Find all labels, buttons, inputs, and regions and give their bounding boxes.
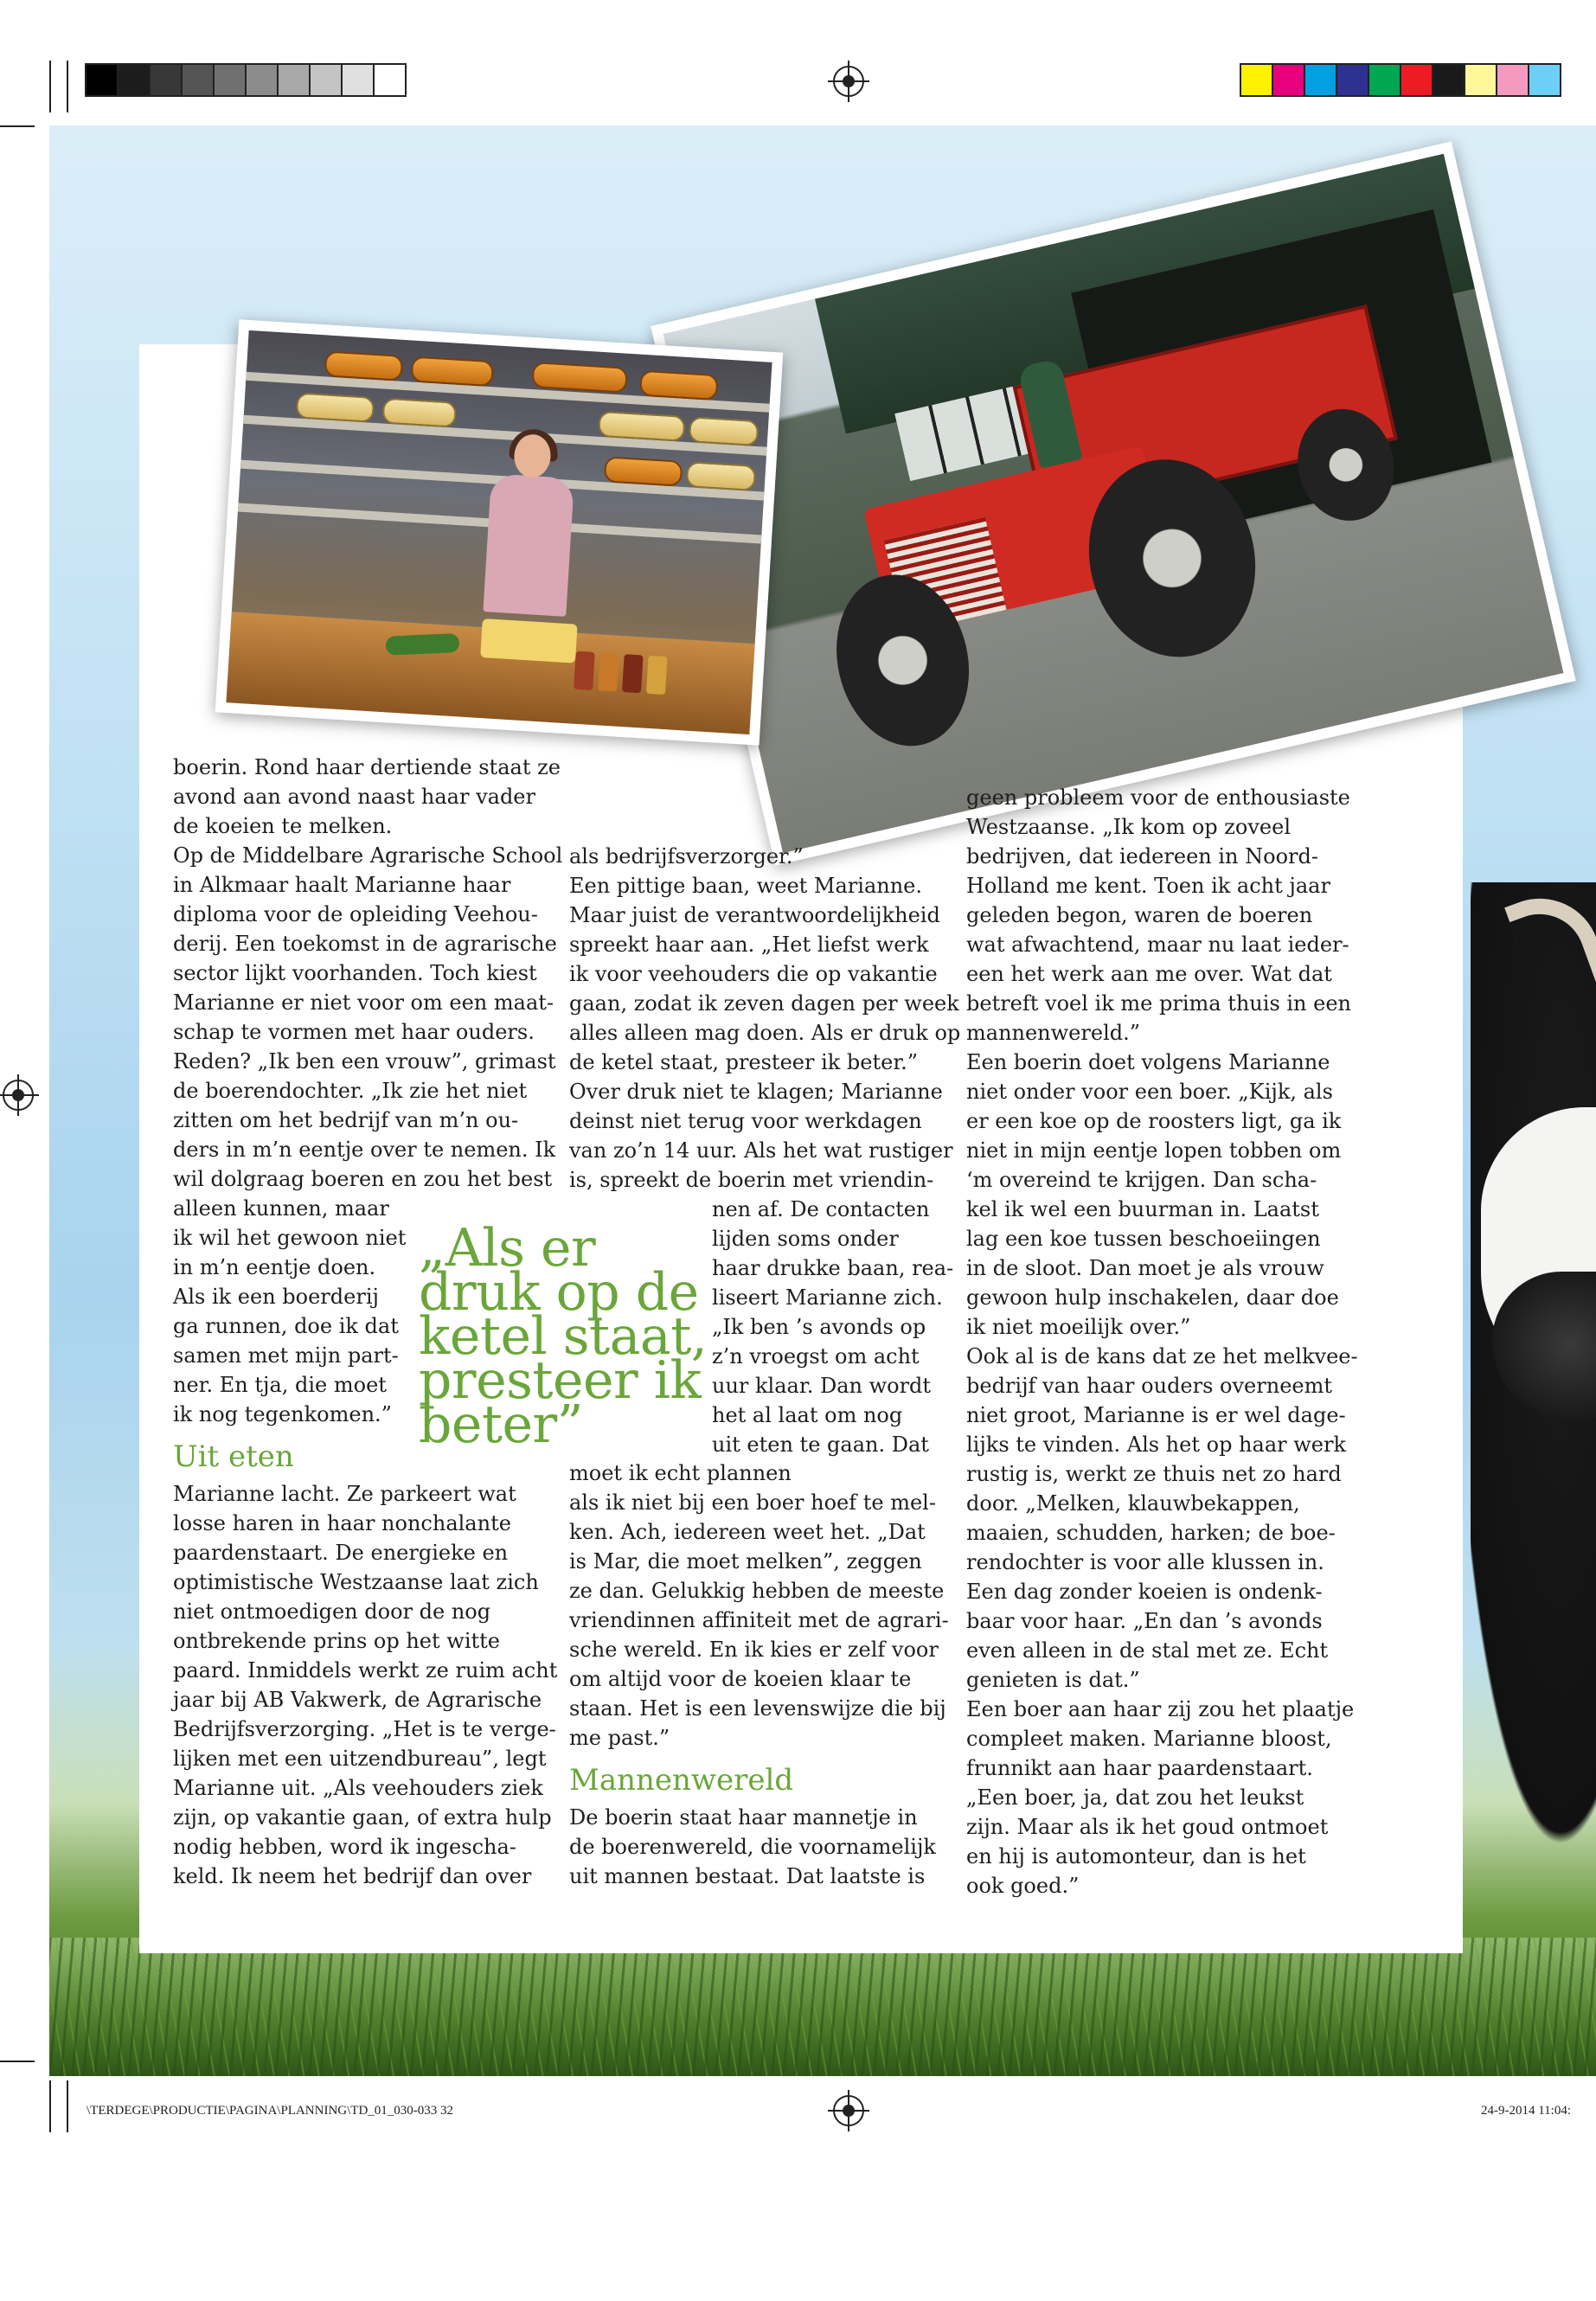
cheese-block	[480, 619, 578, 663]
gray-swatch	[245, 63, 279, 97]
color-swatch	[1272, 63, 1305, 97]
registration-mark-left	[3, 1080, 34, 1111]
gray-swatch	[277, 63, 311, 97]
grass-background	[49, 1938, 1596, 2076]
column-3	[966, 783, 1364, 1900]
cheese-wheel	[604, 456, 683, 486]
cheese-wheel	[689, 416, 760, 446]
registration-mark-top	[833, 66, 864, 97]
gray-swatch	[309, 63, 343, 97]
column-2-bottom	[569, 1458, 950, 1891]
crop-mark-top-left-v2	[67, 61, 68, 112]
cheese-wheel	[598, 411, 686, 442]
cmyk-color-bar	[1240, 63, 1560, 97]
cheese-wheel	[381, 398, 457, 428]
jar	[646, 656, 668, 695]
cheese-wheel	[639, 370, 719, 401]
color-swatch	[1240, 63, 1273, 97]
cheese-wheel	[296, 392, 375, 422]
column-2-narrow	[712, 1195, 954, 1459]
gray-swatch	[117, 63, 151, 97]
column-2-top-text: als bedrijfsverzorger.” Een pittige baan, weet Marianne. Maar juist de verantwoordelijkheid spreekt haar aan. „Het liefst werk ik voor veehouders die op vakantie gaan, zodat ik zeven dagen per week alles alleen mag doen. Als er druk op de ketel staat, presteer ik beter.” Over druk niet te klagen; Marianne deinst niet terug voor werkdagen van zo’n 14 uur. Als het wat rustiger is, spreekt de boerin met vriendin-	[569, 844, 961, 1192]
column-2-narrow-text: nen af. De contacten lijden soms onder haar drukke baan, rea- liseert Marianne zich. „Ik ben ’s avonds op z’n vroegst om acht uur klaar. Dan wordt het al laat om nog uit eten te gaan. Dat	[712, 1197, 954, 1457]
cheese-shop-scene	[226, 330, 772, 734]
cheese-wheel	[324, 350, 404, 381]
color-swatch	[1432, 63, 1465, 97]
gray-swatch	[149, 63, 183, 97]
jar	[598, 652, 619, 691]
pull-quote: „Als er druk op de ketel staat, presteer ik beter”	[419, 1218, 708, 1455]
crop-mark-bottom-left-v2	[67, 2080, 68, 2132]
crop-mark-bottom-left-h	[0, 2061, 35, 2062]
footer-timestamp: 24-9-2014 11:04:	[1481, 2104, 1572, 2118]
column-2-bottom-text: De boerin staat haar mannetje in de boerenwereld, die voornamelijk uit mannen bestaat. Dat laatste is	[569, 1805, 936, 1888]
column-2-top	[569, 842, 961, 1195]
footer-file-path: \TERDEGE\PRODUCTIE\PAGINA\PLANNING\TD_01_030-033 32	[87, 2104, 454, 2118]
gray-swatch	[341, 63, 375, 97]
column-2-mid-text: moet ik echt plannen als ik niet bij een boer hoef te mel- ken. Ach, iedereen weet het. „Dat is Mar, die moet melken”, zeggen ze dan. Gelukkig hebben de meeste vriendinnen affiniteit met de agrari- sche wereld. En ik kies er zelf voor om altijd voor de koeien klaar te staan. Het is een levenswijze die bij me past.”	[569, 1461, 949, 1750]
cucumber	[385, 633, 459, 656]
cheese-wheel	[410, 356, 494, 387]
shopkeeper	[478, 432, 580, 623]
footer-rule-left	[49, 2085, 51, 2128]
registration-mark-bottom	[833, 2095, 864, 2126]
cow-head-image	[1471, 882, 1596, 2007]
jar	[622, 654, 644, 693]
color-swatch	[1528, 63, 1561, 97]
gray-swatch	[213, 63, 247, 97]
cheese-wheel	[531, 362, 628, 394]
column-3-text: geen probleem voor de enthousiaste Westzaanse. „Ik kom op zoveel bedrijven, dat iedereen in Noord- Holland me kent. Toen ik acht jaar geleden begon, waren de boeren wat afwachtend, maar nu laat ieder- een het werk aan me over. Wat dat betreft voel ik me prima thuis in een mannenwereld.” Een boerin doet volgens Marianne niet onder voor een boer. „Kijk, als er een koe op de roosters ligt, ga ik niet in mijn eentje lopen tobben om ‘m overeind te krijgen. Dan scha- kel ik wel een buurman in. Laatst lag een koe tussen beschoeiingen in de sloot. Dan moet je als vrouw gewoon hulp inschakelen, daar doe ik niet moeilijk over.” Ook al is de kans dat ze het melkvee- bedrijf van haar ouders overneemt niet groot, Marianne is er wel dage- lijks te vinden. Als het op haar werk rustig is, werkt ze thuis net zo hard door. „Melken, klauwbekappen, maaien, schudden, harken; de boe- rendochter is voor alle klussen in. Een dag zonder koeien is ondenk- baar voor haar. „En dan ’s avonds even alleen in de stal met ze. Echt genieten is dat.” Een boer aan haar zij zou het plaatje compleet maken. Marianne bloost, frunnikt aan haar paardenstaart. „Een boer, ja, dat zou het leukst zijn. Maar als ik het goud ontmoet en hij is automonteur, dan is het ook goed.”	[966, 785, 1358, 1898]
gray-swatch	[373, 63, 407, 97]
column-1-top-text: boerin. Rond haar dertiende staat avond aan avond naast haar vader de koeien te melken. Op de Middelbare Agrarische School in Alkmaar haalt Marianne haar diploma voor de opleiding Veehou- derij. Een toekomst in de agrarische sector lijkt voorhanden. Toch kiest Marianne er niet voor om een maat- schap te vormen met haar ouders. Reden? „Ik ben een vrouw”, grimast de boerendochter. „Ik zie het niet zitten om het bedrijf van m’n ou- ders in m’n eentje over te nemen. wil dolgraag boeren en zou het best alleen kunnen, maar ik wil het gewoon niet in m’n eentje doen. Als ik een boerderij ga runnen, doe ik dat samen met mijn part- ner. En tja, die moet ik nog tegenkomen.”	[173, 755, 563, 1426]
color-swatch	[1400, 63, 1433, 97]
gray-color-bar	[85, 63, 405, 97]
cheese-shop-photo	[215, 319, 784, 746]
color-swatch	[1464, 63, 1497, 97]
color-swatch	[1496, 63, 1529, 97]
color-swatch	[1336, 63, 1369, 97]
jar	[574, 651, 595, 690]
subhead-uit-eten: Uit eten	[173, 1439, 294, 1474]
column-1-bottom-text: Marianne lacht. Ze parkeert wat losse haren in haar nonchalante paardenstaart. De energieke en optimistische Westzaanse laat zich niet ontmoedigen door de nog ontbrekende prins op het witte paard. Inmiddels werkt ze ruim acht jaar bij AB Vakwerk, de Agrarische Bedrijfsverzorging. „Het is te verge- lijken met een uitzendbureau”, legt Marianne uit. „Als veehouders ziek zijn, op vakantie gaan, of extra hulp nodig hebben, word ik ingescha- keld. Ik neem het bedrijf dan over	[173, 1482, 558, 1888]
color-swatch	[1368, 63, 1401, 97]
gray-swatch	[85, 63, 119, 97]
crop-mark-top-left-h	[0, 125, 35, 127]
crop-mark-top-left-v	[49, 61, 51, 112]
color-swatch	[1304, 63, 1337, 97]
gray-swatch	[181, 63, 215, 97]
cheese-wheel	[686, 461, 757, 491]
subhead-mannenwereld: Mannenwereld	[569, 1763, 794, 1798]
